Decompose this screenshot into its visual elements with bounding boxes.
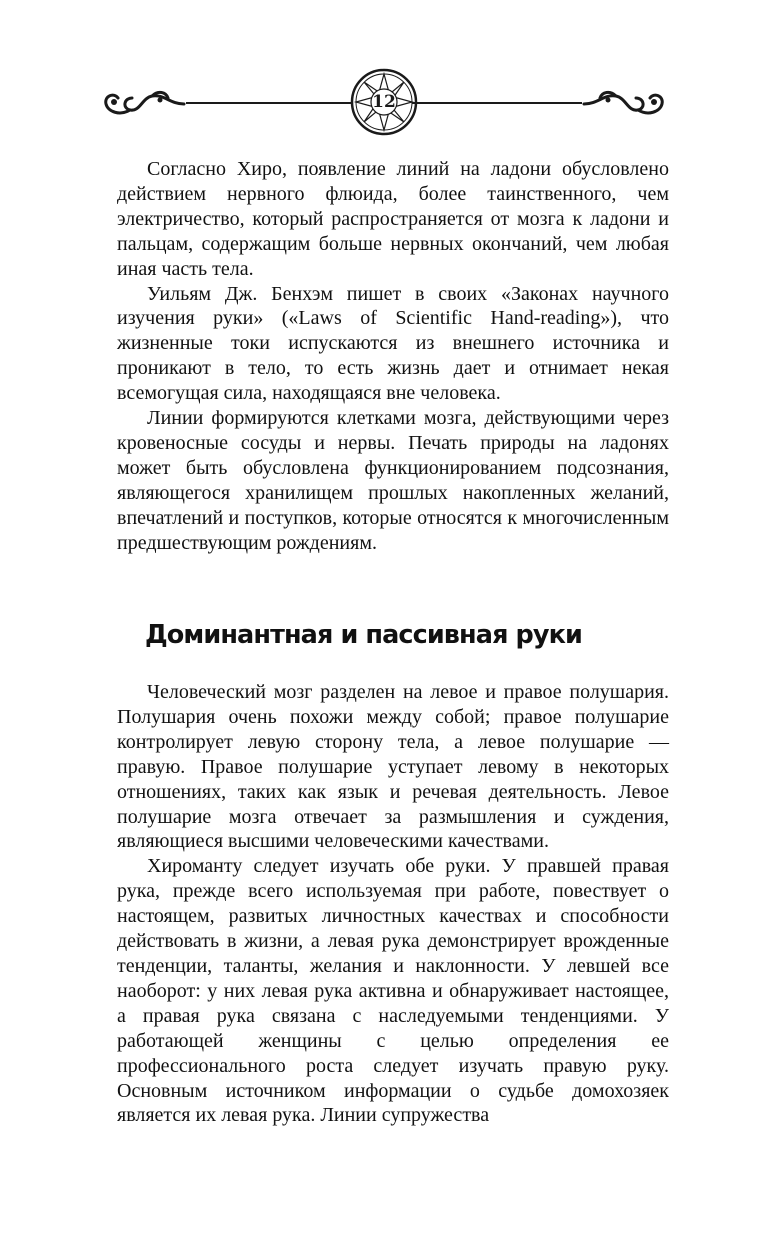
page-header — [100, 62, 668, 142]
paragraph: Уильям Дж. Бенхэм пишет в своих «Законах научного изучения руки» («Laws of Scientific Hand-reading»), что жизненные токи испускаются из внешнего источника и проникают в тело, то есть жизнь дает и отнимает некая всемогущая сила, находящаяся вне человека. — [117, 282, 669, 405]
right-ornament-icon — [582, 86, 668, 120]
paragraph: Хироманту следует изучать обе руки. У правшей правая рука, прежде всего используемая при работе, повествует о настоящем, развитых личностных качествах и способности действовать в жизни, а левая рука демонстрирует врожденные тенденции, таланты, желания и наклонности. У левшей все наоборот: у них левая рука активна и обнаруживает настоящее, а правая рука связана с наследуемыми тенденциями. У работающей женщины с целью определения ее профессионального роста следует изучать правую руку. Основным источником информации о судьбе домохозяек является их левая рука. Линии супружества — [117, 855, 669, 1127]
page-number-medallion — [350, 66, 418, 138]
header-rule-right — [412, 102, 582, 104]
paragraph: Согласно Хиро, появление линий на ладони обусловлено действием нервного флюида, более таинственного, чем электричество, который распространяется от мозга к ладони и пальцам, содержащим больше нервных окончаний, чем любая иная часть тела. — [117, 158, 669, 280]
left-ornament-icon — [100, 86, 186, 120]
paragraph: Человеческий мозг разделен на левое и правое полушария. Полушария очень похожи между собой; правое полушарие контролирует левую сторону тела, а левое полушарие — правую. Правое полушарие уступает левому в некоторых отношениях, таких как язык и речевая деятельность. Левое полушарие мозга отвечает за размышления и суждения, являющиеся высшими человеческими качествами. — [117, 681, 669, 853]
page-number: 12 — [372, 92, 396, 112]
text-block-top — [117, 157, 669, 556]
text-block-bottom — [117, 680, 669, 1128]
section-heading: Доминантная и пассивная руки — [145, 620, 582, 650]
header-rule-left — [186, 102, 356, 104]
paragraph: Линии формируются клетками мозга, действующими через кровеносные сосуды и нервы. Печать природы на ладонях может быть обусловлена функционированием подсознания, являющегося хранилищем прошлых накопленных желаний, впечатлений и поступков, которые относятся к многочисленным предшествующим рождениям. — [117, 407, 669, 554]
